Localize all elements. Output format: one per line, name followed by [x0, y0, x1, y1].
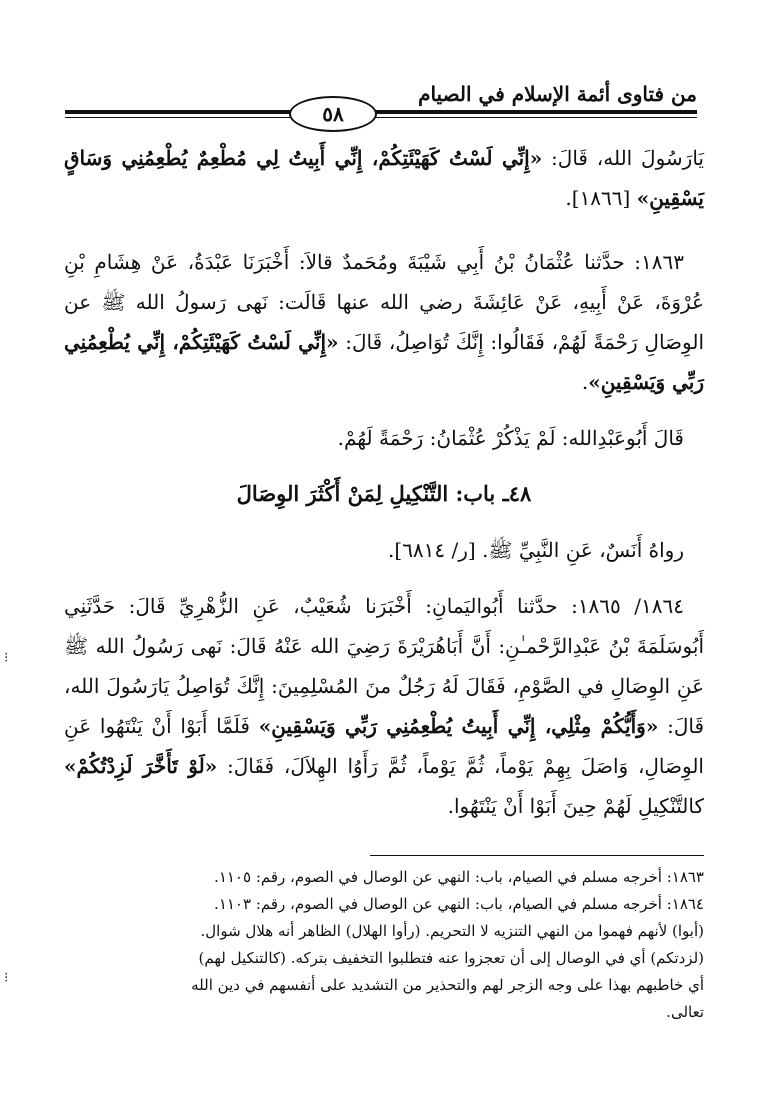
chapter-heading: ٤٨ـ باب: التَّنْكِيلِ لِمَنْ أَكْثَرَ الوِصَالَ: [236, 481, 532, 506]
margin-mark: ⁝: [4, 650, 9, 666]
hadith-1864-1865: ١٨٦٤/ ١٨٦٥: حدَّثنا أَبُواليَمانِ: أَخْبَرَنا شُعَيْبٌ، عَنِ الزُّهْرِيِّ قَالَ: حَدَّثَنِي أَبُوسَلَمَةَ بْنُ عَبْدِالرَّحْمـٰنِ: أَنَّ أَبَاهُرَيْرَةَ رَضِيَ الله عَنْهُ قَالَ: نَهى رَسُولُ الله ﷺ عَنِ الوِصَالِ في الصَّوْمِ، فَقَالَ لَهُ رَجُلٌ منَ المُسْلِمِينَ: إِنَّكَ تُوَاصِلُ يَارَسُولَ الله، قَالَ: «وَأَيُّكُمْ مِثْلِي، إِنِّي أَبِيتُ يُطْعِمُنِي رَبِّي وَيَسْقِينِ» فَلَمَّا أَبَوْا أَنْ يَنْتَهُوا عَنِ الوِصَالِ، وَاصَلَ بِهِمْ يَوْماً، ثُمَّ يَوْماً، ثُمَّ رَأَوُا الهِلاَلَ، فَقَالَ: «لَوْ تَأَخَّرَ لَزِدْتُكُمْ» كالتَّنْكِيلِ لَهُمْ حِينَ أَبَوْا أَنْ يَنْتَهُوا.: [64, 594, 704, 818]
header-rule-thick: [65, 110, 697, 114]
footnote-separator: [370, 855, 704, 856]
margin-mark: ⁝: [4, 970, 9, 986]
hadith-quote: «وَأَيُّكُمْ مِثْلِي، إِنِّي أَبِيتُ يُطْعِمُنِي رَبِّي وَيَسْقِينِ»: [258, 714, 659, 738]
main-text: [64, 138, 704, 826]
page-header: [65, 76, 697, 124]
narration-reference: رواهُ أَنَسٌ، عَنِ النَّبِيِّ ﷺ. [ر/ ٦٨١٤].: [388, 538, 684, 562]
running-title: من فتاوى أئمة الإسلام في الصيام: [418, 82, 697, 106]
footnote: (أبوا) لأنهم فهموا من النهي التنزيه لا التحريم. (رأوا الهلال) الظاهر أنه هلال شوال.: [200, 922, 704, 940]
hadith-quote: «إِنِّي لَسْتُ كَهَيْئَتِكُمْ، إِنِّي أَبِيتُ لِي مُطْعِمٌ يُطْعِمُنِي وَسَاقٍ يَسْقِينِ»: [64, 146, 704, 210]
footnotes: [64, 864, 704, 1026]
footnote: تعالى.: [666, 1003, 704, 1021]
header-rule-thin: [65, 117, 697, 118]
hadith-1863: ١٨٦٣: حدَّثنا عُثْمَانُ بْنُ أَبِي شَيْبَةَ ومُحَمدٌ قالاَ: أَخْبَرَنَا عَبْدَةُ، عَنْ هِشَامِ بْنِ عُرْوَةَ، عَنْ أَبِيهِ، عَنْ عَائِشَةَ رضي الله عنها قَالَت: نَهى رَسولُ الله ﷺ عن الوِصَالِ رَحْمَةً لَهُمْ، فَقَالُوا: إِنَّكَ تُوَاصِلُ، قَالَ: «إِنِّي لَسْتُ كَهَيْئَتِكُمْ، إِنِّي يُطْعِمُنِي رَبِّي وَيَسْقِينِ».: [64, 250, 704, 394]
footnote: ١٨٦٣: أخرجه مسلم في الصيام، باب: النهي عن الوصال في الصوم، رقم: ١١٠٥.: [214, 868, 704, 886]
page-number: ٥٨: [289, 96, 377, 132]
hadith-quote: «إِنِّي لَسْتُ كَهَيْئَتِكُمْ، إِنِّي يُطْعِمُنِي رَبِّي وَيَسْقِينِ»: [64, 330, 704, 394]
hadith-quote: «لَوْ تَأَخَّرَ لَزِدْتُكُمْ»: [64, 754, 218, 778]
footnote: (لزدتكم) أي في الوصال إلى أن تعجزوا عنه فتطلبوا التخفيف بتركه. (كالتنكيل لهم): [198, 949, 704, 967]
paragraph-continuation: يَارَسُولَ الله، قَالَ: «إِنِّي لَسْتُ كَهَيْئَتِكُمْ، إِنِّي أَبِيتُ لِي مُطْعِمٌ يُطْعِمُنِي وَسَاقٍ يَسْقِينِ» [١٨٦٦].: [64, 146, 704, 210]
narrator-note: قَالَ أَبُوعَبْدِالله: لَمْ يَذْكُرْ عُثْمَانُ: رَحْمَةً لَهُمْ.: [337, 426, 684, 450]
footnote: أي خاطبهم بهذا على وجه الزجر لهم والتحذير من التشديد على أنفسهم في دين الله: [191, 976, 704, 994]
footnote: ١٨٦٤: أخرجه مسلم في الصيام، باب: النهي عن الوصال في الصوم، رقم: ١١٠٣.: [214, 895, 704, 913]
